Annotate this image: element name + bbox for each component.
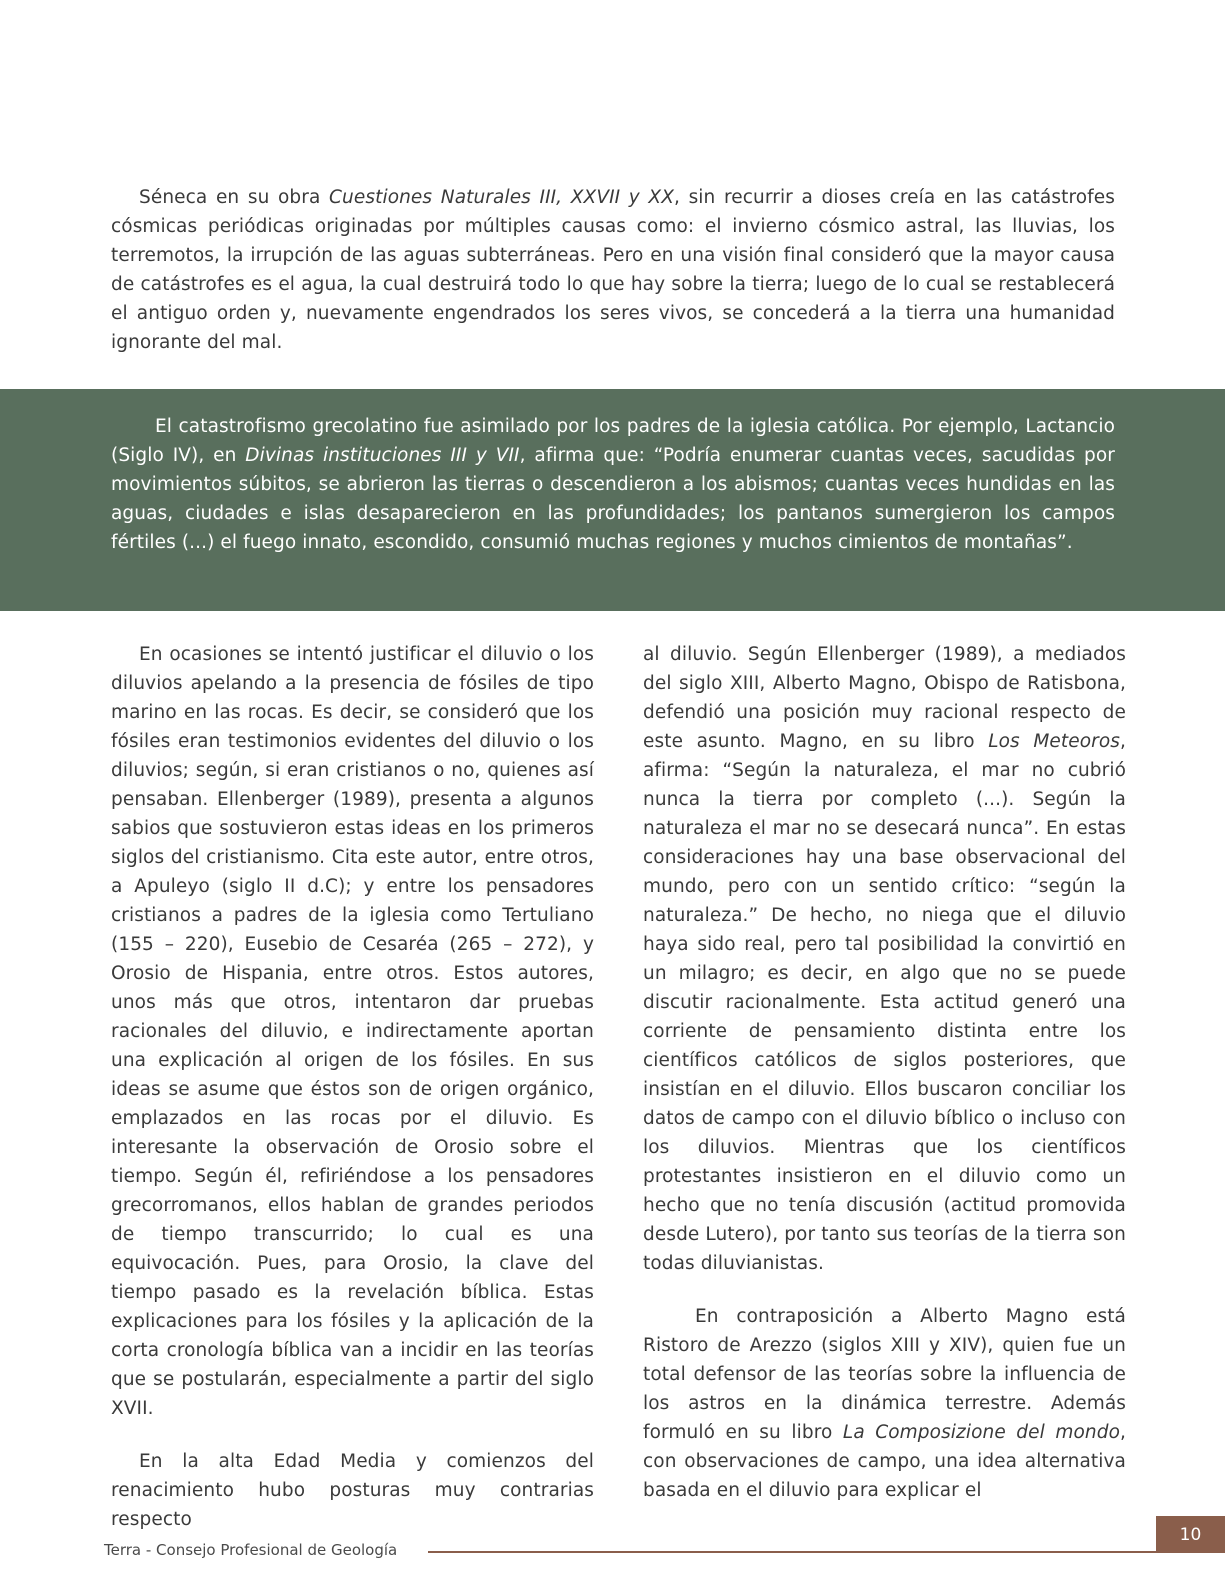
quote-text-start: El catastrofismo grecolatino fue asimilado por los padres de la iglesia católica. Por ejemplo, Lactancio (Siglo IV), en — [111, 416, 1115, 466]
right-paragraph-2 — [643, 1302, 1126, 1505]
quote-paragraph — [111, 412, 1115, 557]
intro-book-title: Cuestiones Naturales III, XXVII y XX — [329, 187, 674, 208]
intro-paragraph — [111, 183, 1115, 357]
quote-text-end: , afirma que: “Podría enumerar cuantas veces, sacudidas por movimientos súbitos, se abrieron las tierras o descendieron a los abismos; cuantas veces hundidas en las aguas, ciudades e islas desaparecieron en las profundidades; los pantanos sumergieron los campos fértiles (...) el fuego innato, escondido, consumió muchas regiones y muchos cimientos de montañas”. — [111, 445, 1115, 553]
footer-rule — [428, 1551, 1156, 1553]
right-p1-start: al diluvio. Según Ellenberger (1989), a mediados del siglo XIII, Alberto Magno, Obispo de Ratisbona, defendió una posición muy racional respecto de este asunto. Magno, en su libro — [643, 644, 1126, 752]
quote-band — [0, 389, 1225, 611]
intro-text-start: Séneca en su obra — [139, 187, 330, 208]
right-p1-book-title: Los Meteoros — [988, 731, 1121, 752]
left-paragraph-1: En ocasiones se intentó justificar el diluvio o los diluvios apelando a la presencia de fósiles de tipo marino en las rocas. Es decir, se consideró que los fósiles eran testimonios evidentes del diluvio o los diluvios; según, si eran cristianos o no, quienes así pensaban. Ellenberger (1989), presenta a algunos sabios que sostuvieron estas ideas en los primeros siglos del cristianismo. Cita este autor, entre otros, a Apuleyo (siglo II d.C); y entre los pensadores cristianos a padres de la iglesia como Tertuliano (155 – 220), Eusebio de Cesaréa (265 – 272), y Orosio de Hispania, entre otros. Estos autores, unos más que otros, intentaron dar pruebas racionales del diluvio, e indirectamente aportan una explicación al origen de los fósiles. En sus ideas se asume que éstos son de origen orgánico, emplazados en las rocas por el diluvio. Es interesante la observación de Orosio sobre el tiempo. Según él, refiriéndose a los pensadores grecorromanos, ellos hablan de grandes periodos de tiempo transcurrido; lo cual es una equivocación. Pues, para Orosio, la clave del tiempo pasado es la revelación bíblica. Estas explicaciones para los fósiles y la aplicación de la corta cronología bíblica van a incidir en las teorías que se postularán, especialmente a partir del siglo XVII. — [111, 644, 594, 1419]
quote-book-title: Divinas instituciones III y VII — [245, 445, 520, 466]
right-paragraph-1 — [643, 640, 1126, 1278]
footer-publication-label: Terra - Consejo Profesional de Geología — [104, 1541, 398, 1559]
page-number: 10 — [1179, 1524, 1202, 1545]
right-p2-start: En contraposición a Alberto Magno está Ristoro de Arezzo (siglos XIII y XIV), quien fue un total defensor de las teorías sobre la influencia de los astros en la dinámica terrestre. Además formuló en su libro — [643, 1306, 1126, 1443]
page-number-badge — [1156, 1516, 1225, 1553]
left-column — [111, 640, 594, 1534]
right-p1-end: , afirma: “Según la naturaleza, el mar no cubrió nunca la tierra por completo (...). Según la naturaleza el mar no se desecará nunca”. En estas consideraciones hay una base observacional del mundo, pero con un sentido crítico: “según la naturaleza.” De hecho, no niega que el diluvio haya sido real, pero tal posibilidad la convirtió en un milagro; es decir, en algo que no se puede discutir racionalmente. Esta actitud generó una corriente de pensamiento distinta entre los científicos católicos de siglos posteriores, que insistían en el diluvio. Ellos buscaron conciliar los datos de campo con el diluvio bíblico o incluso con los diluvios. Mientras que los científicos protestantes insistieron en el diluvio como un hecho que no tenía discusión (actitud promovida desde Lutero), por tanto sus teorías de la tierra son todas diluvianistas. — [643, 731, 1126, 1274]
right-column — [643, 640, 1126, 1505]
right-p2-book-title: La Composizione del mondo — [842, 1422, 1120, 1443]
intro-text-end: , sin recurrir a dioses creía en las catástrofes cósmicas periódicas originadas por múltiples causas como: el invierno cósmico astral, las lluvias, los terremotos, la irrupción de las aguas subterráneas. Pero en una visión final consideró que la mayor causa de catástrofes es el agua, la cual destruirá todo lo que hay sobre la tierra; luego de lo cual se restablecerá el antiguo orden y, nuevamente engendrados los seres vivos, se concederá a la tierra una humanidad ignorante del mal. — [111, 187, 1115, 353]
right-p2-end: , con observaciones de campo, una idea alternativa basada en el diluvio para explicar el — [643, 1422, 1126, 1501]
left-paragraph-2: En la alta Edad Media y comienzos del renacimiento hubo posturas muy contrarias respecto — [111, 1451, 594, 1530]
